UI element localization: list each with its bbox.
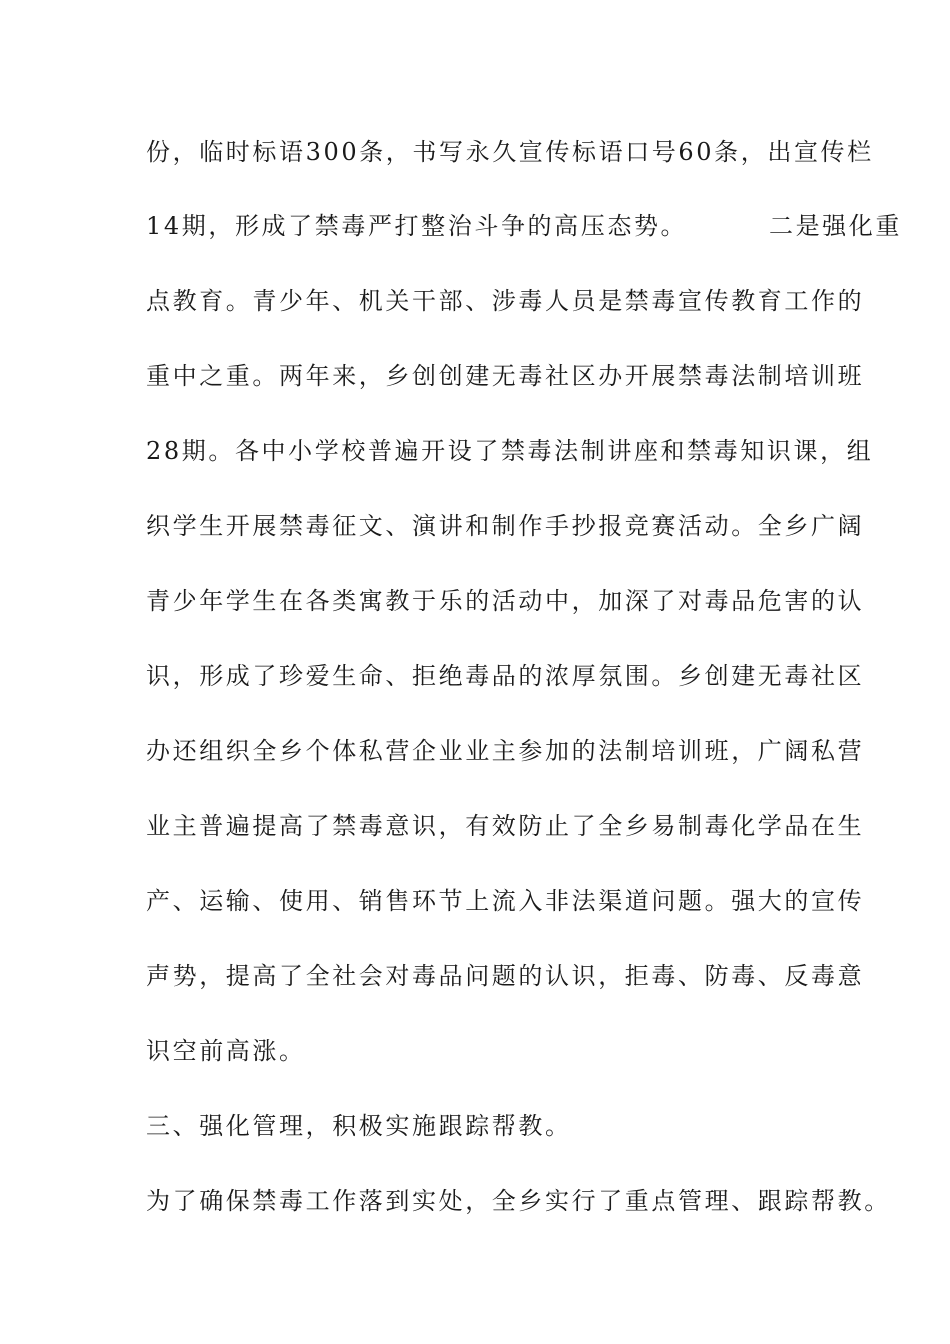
text-line: 办还组织全乡个体私营企业业主参加的法制培训班，广阔私营 <box>146 737 865 765</box>
text-line: 点教育。青少年、机关干部、涉毒人员是禁毒宣传教育工作的 <box>146 287 865 315</box>
text-line: 业主普遍提高了禁毒意识，有效防止了全乡易制毒化学品在生 <box>146 812 865 840</box>
section-heading: 三、强化管理，积极实施跟踪帮教。 <box>146 1112 572 1140</box>
text-line: 识，形成了珍爱生命、拒绝毒品的浓厚氛围。乡创建无毒社区 <box>146 662 865 690</box>
text-line: 织学生开展禁毒征文、演讲和制作手抄报竞赛活动。全乡广阔 <box>146 512 865 540</box>
text-line: 声势，提高了全社会对毒品问题的认识，拒毒、防毒、反毒意 <box>146 962 865 990</box>
text-line: 为了确保禁毒工作落到实处，全乡实行了重点管理、跟踪帮教。 <box>146 1187 891 1215</box>
text-line: 重中之重。两年来，乡创创建无毒社区办开展禁毒法制培训班 <box>146 362 865 390</box>
text-line: 产、运输、使用、销售环节上流入非法渠道问题。强大的宣传 <box>146 887 865 915</box>
text-line: 识空前高涨。 <box>146 1037 306 1065</box>
text-line: 份，临时标语300条，书写永久宣传标语口号60条，出宣传栏 <box>146 138 874 166</box>
text-line: 28期。各中小学校普遍开设了禁毒法制讲座和禁毒知识课，组 <box>146 437 874 465</box>
text-line: 14期，形成了禁毒严打整治斗争的高压态势。 二是强化重 <box>146 212 902 240</box>
text-line: 青少年学生在各类寓教于乐的活动中，加深了对毒品危害的认 <box>146 587 865 615</box>
